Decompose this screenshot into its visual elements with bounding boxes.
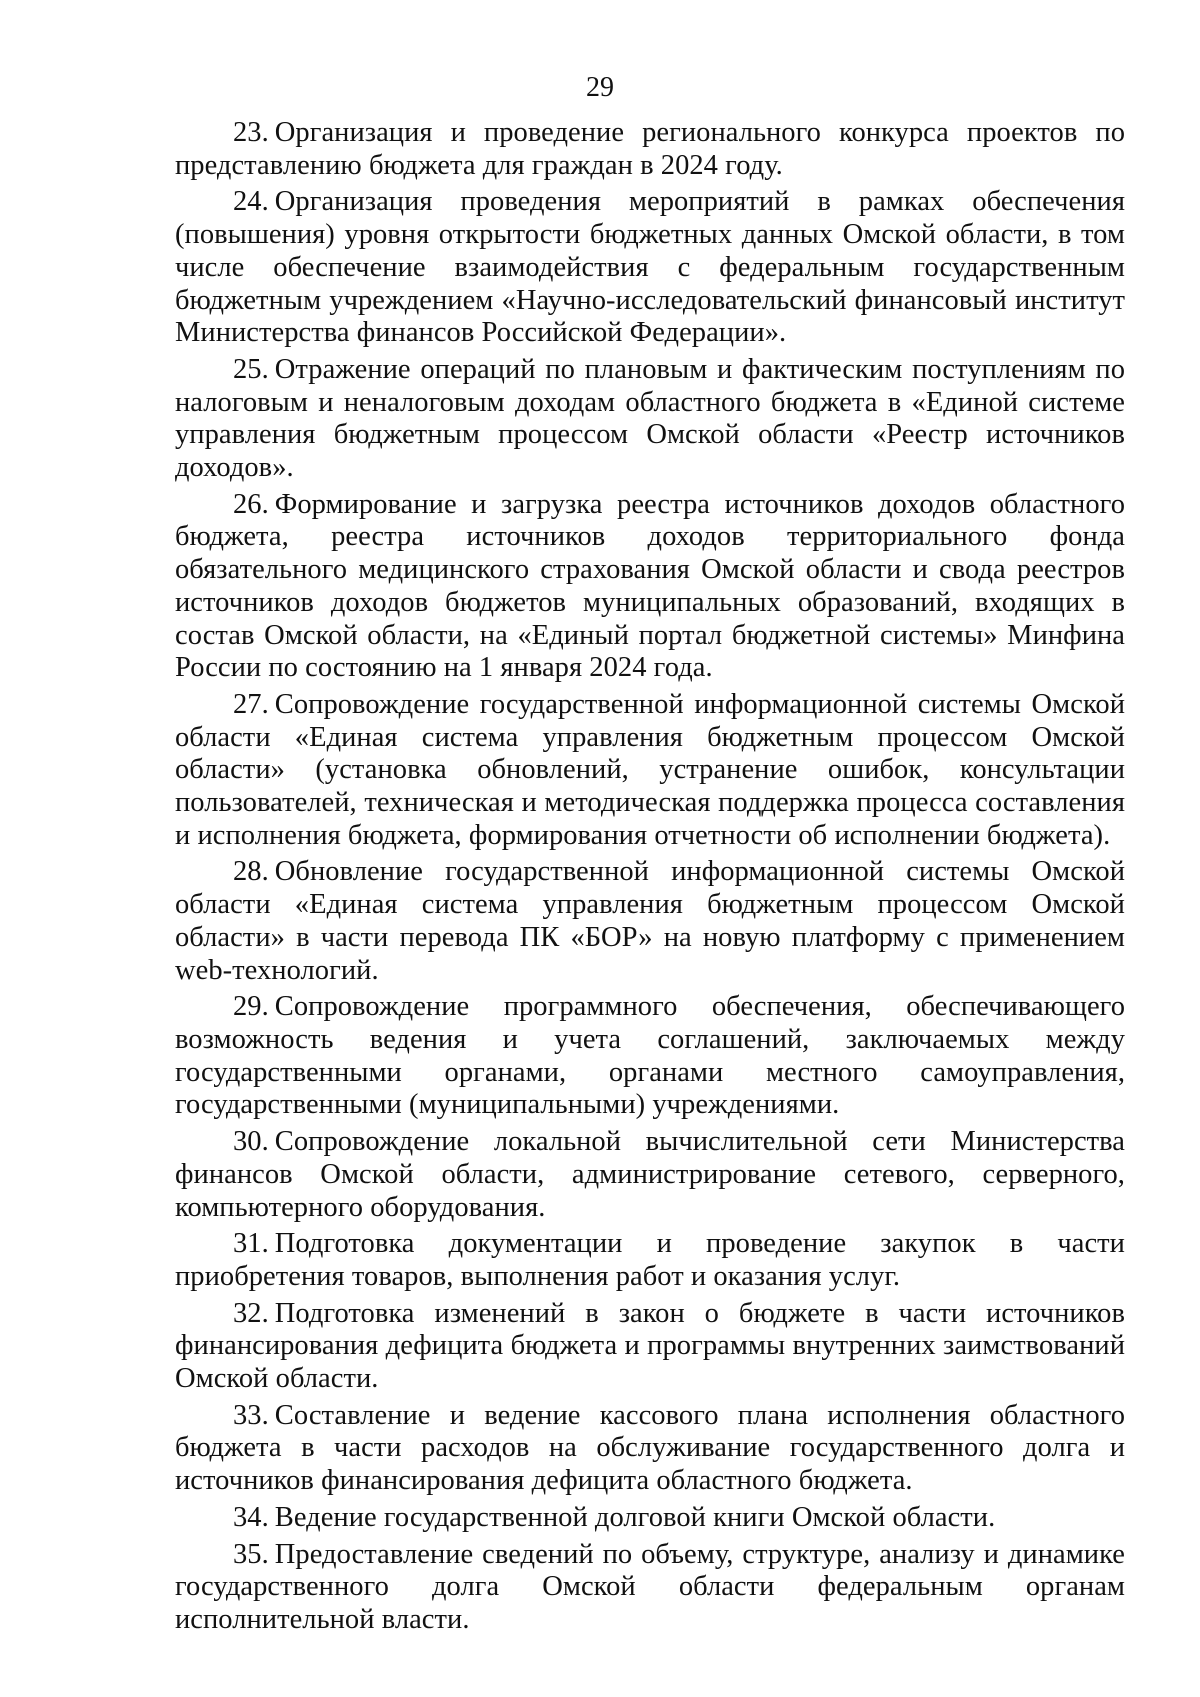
item-text: Организация проведения мероприятий в рамках обеспечения (повышения) уровня открытости бюджетных данных Омской области, в том числе обеспечение взаимодействия с федеральным государственным бюджетным учреждением «Научно-исследовательский финансовый институт Министерства финансов Российской Федерации». — [175, 186, 1125, 349]
item-number: 34. — [233, 1501, 269, 1533]
list-item — [175, 117, 1125, 182]
item-text: Предоставление сведений по объему, структуре, анализу и динамике государственного долга Омской области федеральным органам исполнительной власти. — [175, 1538, 1125, 1635]
list-item — [175, 1298, 1125, 1396]
item-text: Обновление государственной информационной системы Омской области «Единая система управления бюджетным процессом Омской области» в части перевода ПК «БОР» на новую платформу с применением web-технологий. — [175, 856, 1125, 986]
list-item — [175, 186, 1125, 350]
item-text: Составление и ведение кассового плана исполнения областного бюджета в части расходов на обслуживание государственного долга и источников финансирования дефицита областного бюджета. — [175, 1399, 1125, 1497]
item-number: 31. — [233, 1228, 269, 1260]
item-number: 29. — [233, 991, 269, 1023]
list-item — [175, 856, 1125, 987]
item-text: Организация и проведение регионального конкурса проектов по представлению бюджета для граждан в 2024 году. — [175, 117, 1125, 181]
item-number: 24. — [233, 186, 269, 218]
item-number: 32. — [233, 1297, 269, 1329]
list-item — [175, 689, 1125, 853]
item-text: Подготовка изменений в закон о бюджете в части источников финансирования дефицита бюджета и программы внутренних заимствований Омской области. — [175, 1297, 1125, 1395]
item-number: 26. — [233, 488, 269, 520]
page-number: 29 — [586, 72, 614, 103]
item-number: 30. — [233, 1126, 269, 1158]
item-number: 23. — [233, 117, 269, 148]
item-number: 27. — [233, 688, 269, 720]
list-item — [175, 1502, 1125, 1535]
item-number: 33. — [233, 1399, 269, 1431]
item-text: Сопровождение программного обеспечения, обеспечивающего возможность ведения и учета соглашений, заключаемых между государственными органами, органами местного самоуправления, государственными (муниципальными) учреждениями. — [175, 991, 1125, 1121]
item-number: 28. — [233, 856, 269, 888]
item-text: Формирование и загрузка реестра источников доходов областного бюджета, реестра источников доходов территориального фонда обязательного медицинского страхования Омской области и свода реестров источников доходов бюджетов муниципальных образований, входящих в состав Омской области, на «Единый портал бюджетной системы» Минфина России по состоянию на 1 января 2024 года. — [175, 488, 1125, 684]
item-number: 25. — [233, 353, 269, 385]
document-body — [175, 117, 1125, 1641]
list-item — [175, 1400, 1125, 1498]
item-text: Подготовка документации и проведение закупок в части приобретения товаров, выполнения работ и оказания услуг. — [175, 1228, 1125, 1292]
item-number: 35. — [233, 1538, 269, 1570]
item-text: Сопровождение локальной вычислительной сети Министерства финансов Омской области, администрирование сетевого, серверного, компьютерного оборудования. — [175, 1126, 1125, 1223]
list-item — [175, 991, 1125, 1122]
list-item — [175, 1228, 1125, 1293]
item-text: Отражение операций по плановым и фактическим поступлениям по налоговым и неналоговым доходам областного бюджета в «Единой системе управления бюджетным процессом Омской области «Реестр источников доходов». — [175, 353, 1125, 484]
item-text: Ведение государственной долговой книги Омской области. — [274, 1501, 996, 1533]
list-item — [175, 354, 1125, 485]
list-item — [175, 1126, 1125, 1224]
list-item — [175, 1539, 1125, 1637]
item-text: Сопровождение государственной информационной системы Омской области «Единая система управления бюджетным процессом Омской области» (установка обновлений, устранение ошибок, консультации пользователей, техническая и методическая поддержка процесса составления и исполнения бюджета, формирования отчетности об исполнении бюджета). — [175, 688, 1125, 851]
list-item — [175, 489, 1125, 685]
